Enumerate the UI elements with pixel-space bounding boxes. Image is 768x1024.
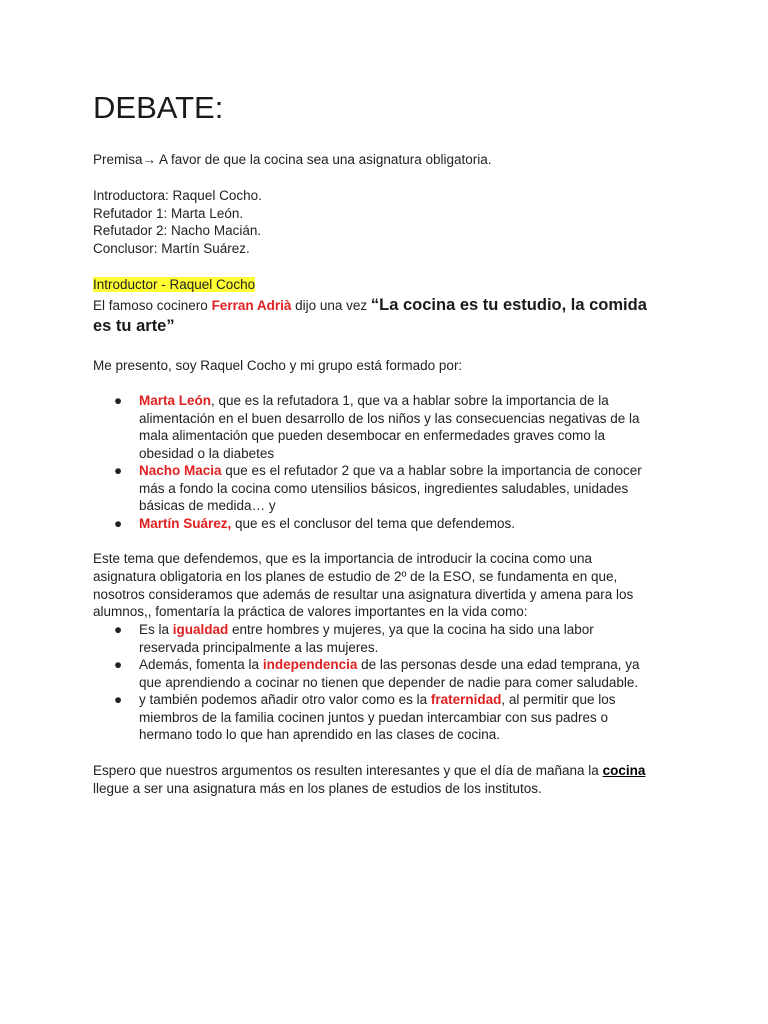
- value-keyword: fraternidad: [430, 692, 502, 707]
- theme-line-3: nosotros consideramos que además de resultar una asignatura divertida y amena para los: [93, 587, 634, 602]
- closing-text: Espero que nuestros argumentos os resulten interesantes y que el día de mañana la: [93, 763, 603, 778]
- bullet-icon: ●: [114, 657, 123, 672]
- value-text: de las personas desde una edad temprana, ya: [357, 657, 640, 672]
- list-item: [93, 462, 642, 480]
- bullet-icon: ●: [114, 515, 123, 531]
- section-heading: [93, 276, 255, 294]
- value-text: reservada principalmente a las mujeres.: [139, 639, 379, 655]
- value-keyword: igualdad: [172, 622, 229, 637]
- quote-text-1: “La cocina es tu estudio, la comida: [370, 296, 647, 314]
- list-item: [93, 515, 642, 533]
- list-item: [93, 392, 642, 410]
- member-text: que es el conclusor del tema que defendemos.: [231, 515, 515, 531]
- member-name: Nacho Macia: [139, 463, 222, 478]
- member-text: más a fondo la cocina como utensilios básicos, ingredientes saludables, unidades: [139, 480, 629, 496]
- list-item: [93, 639, 640, 657]
- closing-line-1: [93, 762, 645, 780]
- theme-line-2: asignatura obligatoria en los planes de estudio de 2º de la ESO, se fundamenta en que,: [93, 569, 618, 584]
- member-name: Martín Suárez,: [139, 515, 232, 531]
- list-item: [93, 621, 640, 639]
- list-item: [93, 691, 640, 709]
- closing-line-2: llegue a ser una asignatura más en los planes de estudios de los institutos.: [93, 781, 542, 796]
- closing-keyword: cocina: [602, 763, 646, 778]
- value-text: Es la: [139, 622, 173, 637]
- values-list: [93, 621, 640, 744]
- member-text: que es el refutador 2 que va a hablar sobre la importancia de conocer: [221, 463, 642, 478]
- bullet-icon: ●: [114, 393, 123, 408]
- role-conclusor: Conclusor: Martín Suárez.: [93, 241, 250, 256]
- role-refutador-2: Refutador 2: Nacho Macián.: [93, 223, 262, 238]
- list-item: [93, 656, 640, 674]
- list-item: [93, 427, 642, 445]
- value-text: Además, fomenta la: [139, 657, 263, 672]
- theme-line-1: Este tema que defendemos, que es la importancia de introducir la cocina como una: [93, 551, 593, 566]
- member-text: mala alimentación que pueden desembocar en enfermedades graves como la: [139, 428, 606, 443]
- list-item: [93, 726, 640, 744]
- members-list: [93, 392, 642, 532]
- said-once: dijo una vez: [291, 298, 371, 313]
- bullet-icon: ●: [114, 622, 123, 637]
- bullet-icon: ●: [114, 463, 123, 478]
- value-text: entre hombres y mujeres, ya que la cocina ha sido una labor: [228, 622, 594, 637]
- theme-line-4: alumnos,, fomentaría la práctica de valores importantes en la vida como:: [93, 604, 528, 619]
- quote-intro: El famoso cocinero: [93, 298, 212, 313]
- list-item: [93, 497, 642, 515]
- role-refutador-1: Refutador 1: Marta León.: [93, 206, 244, 221]
- presentation: Me presento, soy Raquel Cocho y mi grupo está formado por:: [93, 358, 463, 373]
- quote-line-1: [93, 297, 647, 315]
- value-text: miembros de la familia cocinen juntos y puedan intercambiar con sus padres o: [139, 709, 608, 725]
- list-item: [93, 674, 640, 692]
- chef-name: Ferran Adrià: [211, 298, 292, 313]
- list-item: [93, 709, 640, 727]
- member-name: Marta León: [139, 393, 212, 408]
- list-item: [93, 445, 642, 463]
- list-item: [93, 410, 642, 428]
- member-text: alimentación en el buen desarrollo de los niños y las consecuencias negativas de la: [139, 410, 640, 426]
- highlighted-heading: Introductor - Raquel Cocho: [93, 277, 256, 292]
- value-text: hermano todo lo que han aprendido en las clases de cocina.: [139, 727, 500, 742]
- quote-line-2: es tu arte”: [93, 317, 175, 335]
- member-text: básicas de medida… y: [139, 498, 276, 513]
- premise: Premisa→ A favor de que la cocina sea una asignatura obligatoria.: [93, 152, 492, 167]
- role-introductora: Introductora: Raquel Cocho.: [93, 188, 262, 203]
- member-text: , que es la refutadora 1, que va a hablar sobre la importancia de la: [211, 393, 609, 408]
- value-text: , al permitir que los: [501, 692, 616, 707]
- value-keyword: independencia: [262, 657, 358, 672]
- bullet-icon: ●: [114, 692, 123, 707]
- document-title: DEBATE:: [93, 90, 224, 125]
- list-item: [93, 480, 642, 498]
- member-text: obesidad o la diabetes: [139, 445, 275, 461]
- value-text: que aprendiendo a cocinar no tienen que depender de nadie para comer saludable.: [139, 674, 639, 690]
- value-text: y también podemos añadir otro valor como es la: [139, 692, 431, 707]
